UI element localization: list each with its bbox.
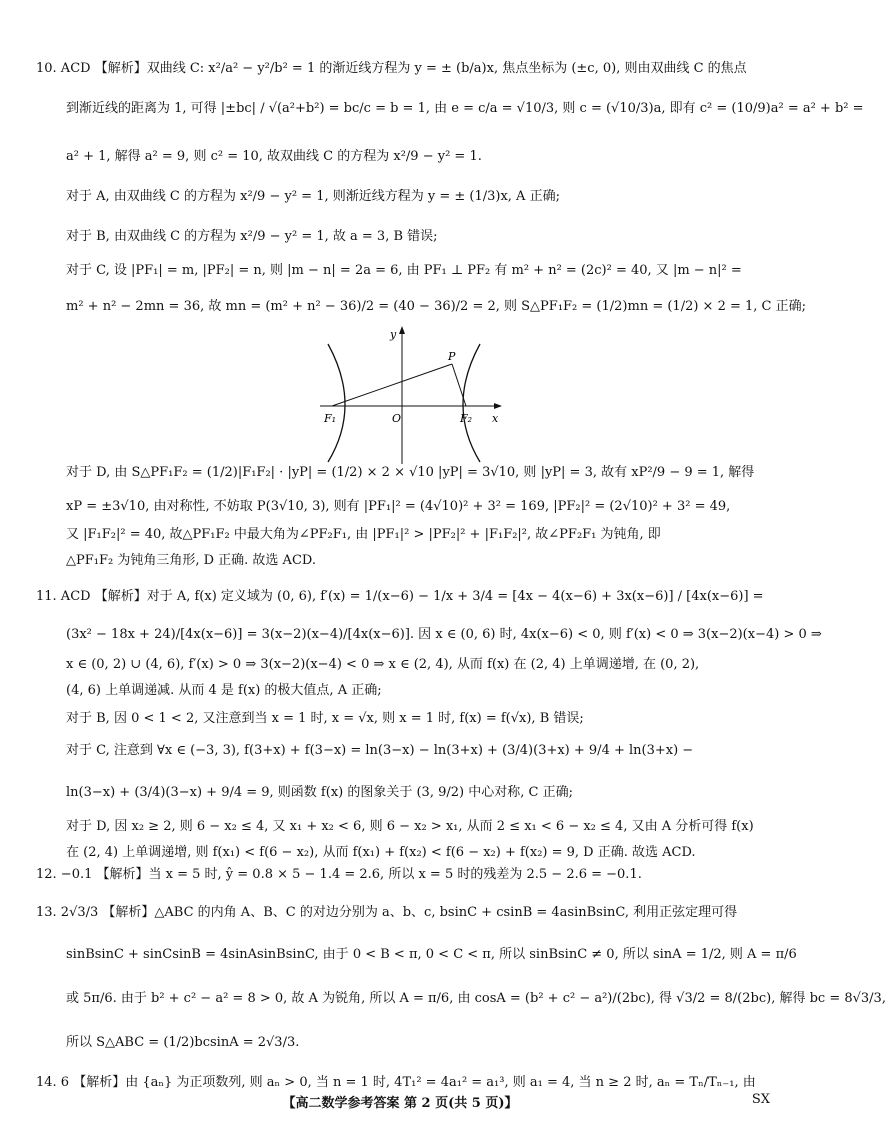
text-line: (4, 6) 上单调递减. 从而 4 是 f(x) 的极大值点, A 正确;: [66, 683, 382, 698]
text-line: 13. 2√3/3 【解析】△ABC 的内角 A、B、C 的对边分别为 a、b、c, bsinC + csinB = 4asinBsinC, 利用正弦定理可得: [36, 905, 738, 920]
y-axis-label: y: [390, 328, 397, 341]
text-line: x ∈ (0, 2) ∪ (4, 6), f′(x) > 0 ⇒ 3(x−2)(x−4) < 0 ⇒ x ∈ (2, 4), 从而 f(x) 在 (2, 4) 上单调递增, 在 (0, 2),: [66, 657, 700, 672]
hyperbola-figure: [320, 324, 510, 464]
text-line: 对于 A, 由双曲线 C 的方程为 x²/9 − y² = 1, 则渐近线方程为 y = ± (1/3)x, A 正确;: [66, 189, 560, 204]
text-line: ln(3−x) + (3/4)(3−x) + 9/4 = 9, 则函数 f(x) 的图象关于 (3, 9/2) 中心对称, C 正确;: [66, 785, 573, 800]
footer-title: 【高二数学参考答案 第 2 页(共 5 页)】: [282, 1096, 518, 1111]
text-line: 在 (2, 4) 上单调递增, 则 f(x₁) < f(6 − x₂), 从而 f(x₁) + f(x₂) < f(6 − x₂) + f(x₂) = 9, D 正确. 故选 ACD.: [66, 845, 696, 860]
x-axis-arrow: [494, 403, 502, 409]
focus-f2-label: F₂: [460, 412, 473, 425]
point-p-label: P: [448, 350, 456, 363]
text-line: 对于 C, 设 |PF₁| = m, |PF₂| = n, 则 |m − n| = 2a = 6, 由 PF₁ ⊥ PF₂ 有 m² + n² = (2c)² = 40, 又 |m − n|² =: [66, 263, 742, 278]
x-axis-label: x: [492, 412, 499, 425]
text-line: 对于 D, 因 x₂ ≥ 2, 则 6 − x₂ ≤ 4, 又 x₁ + x₂ < 6, 则 6 − x₂ > x₁, 从而 2 ≤ x₁ < 6 − x₂ ≤ 4, 又由 A 分析可得 f(x): [66, 819, 754, 834]
hyperbola-right-branch: [463, 344, 480, 462]
text-line: a² + 1, 解得 a² = 9, 则 c² = 10, 故双曲线 C 的方程为 x²/9 − y² = 1.: [66, 149, 482, 164]
text-line: 14. 6 【解析】由 {aₙ} 为正项数列, 则 aₙ > 0, 当 n = 1 时, 4T₁² = 4a₁² = a₁³, 则 a₁ = 4, 当 n ≥ 2 时, aₙ = Tₙ/Tₙ₋₁, 由: [36, 1075, 756, 1090]
text-line: 对于 B, 由双曲线 C 的方程为 x²/9 − y² = 1, 故 a = 3, B 错误;: [66, 229, 438, 244]
text-line: △PF₁F₂ 为钝角三角形, D 正确. 故选 ACD.: [66, 553, 316, 568]
footer-code: SX: [751, 1092, 770, 1107]
text-line: sinBsinC + sinCsinB = 4sinAsinBsinC, 由于 0 < B < π, 0 < C < π, 所以 sinBsinC ≠ 0, 所以 sinA = 1/2, 则 A = π/6: [66, 947, 797, 962]
text-line: 到渐近线的距离为 1, 可得 |±bc| / √(a²+b²) = bc/c = b = 1, 由 e = c/a = √10/3, 则 c = (√10/3)a, 即有 c² = (10/9)a² = a² + b² =: [66, 101, 864, 116]
text-line: 对于 C, 注意到 ∀x ∈ (−3, 3), f(3+x) + f(3−x) = ln(3−x) − ln(3+x) + (3/4)(3+x) + 9/4 + ln(3+x) −: [66, 743, 694, 758]
text-line: 又 |F₁F₂|² = 40, 故△PF₁F₂ 中最大角为∠PF₂F₁, 由 |PF₁|² > |PF₂|² + |F₁F₂|², 故∠PF₂F₁ 为钝角, 即: [66, 527, 661, 542]
text-line: 或 5π/6. 由于 b² + c² − a² = 8 > 0, 故 A 为锐角, 所以 A = π/6, 由 cosA = (b² + c² − a²)/(2bc), 得 √3/2 = 8/(2bc), 解得 bc = 8√3/3,: [66, 991, 886, 1006]
text-line: 11. ACD 【解析】对于 A, f(x) 定义域为 (0, 6), f′(x) = 1/(x−6) − 1/x + 3/4 = [4x − 4(x−6) + 3x(x−6)] / [4x(x−6)] =: [36, 589, 764, 604]
text-line: (3x² − 18x + 24)/[4x(x−6)] = 3(x−2)(x−4)/[4x(x−6)]. 因 x ∈ (0, 6) 时, 4x(x−6) < 0, 则 f′(x) < 0 ⇒ 3(x−2)(x−4) > 0 ⇒: [66, 627, 822, 642]
segment-pf2: [452, 364, 466, 406]
text-line: m² + n² − 2mn = 36, 故 mn = (m² + n² − 36)/2 = (40 − 36)/2 = 2, 则 S△PF₁F₂ = (1/2)mn = (1/2) × 2 = 1, C 正确;: [66, 299, 806, 314]
text-line: 12. −0.1 【解析】当 x = 5 时, ŷ = 0.8 × 5 − 1.4 = 2.6, 所以 x = 5 时的残差为 2.5 − 2.6 = −0.1.: [36, 867, 642, 882]
text-line: 对于 D, 由 S△PF₁F₂ = (1/2)|F₁F₂| · |yP| = (1/2) × 2 × √10 |yP| = 3√10, 则 |yP| = 3, 故有 xP²/9 − 9 = 1, 解得: [66, 465, 755, 480]
origin-label: O: [392, 412, 402, 425]
hyperbola-left-branch: [328, 344, 345, 462]
text-line: 对于 B, 因 0 < 1 < 2, 又注意到当 x = 1 时, x = √x, 则 x = 1 时, f(x) = f(√x), B 错误;: [66, 711, 584, 726]
segment-pf1: [332, 364, 452, 406]
page-footer: [0, 1092, 800, 1112]
text-line: 10. ACD 【解析】双曲线 C: x²/a² − y²/b² = 1 的渐近线方程为 y = ± (b/a)x, 焦点坐标为 (±c, 0), 则由双曲线 C 的焦点: [36, 61, 747, 76]
text-line: 所以 S△ABC = (1/2)bcsinA = 2√3/3.: [66, 1035, 300, 1050]
text-line: xP = ±3√10, 由对称性, 不妨取 P(3√10, 3), 则有 |PF₁|² = (4√10)² + 3² = 169, |PF₂|² = (2√10)² + 3² = 49,: [66, 499, 731, 514]
y-axis-arrow: [399, 326, 405, 334]
focus-f1-label: F₁: [324, 412, 337, 425]
